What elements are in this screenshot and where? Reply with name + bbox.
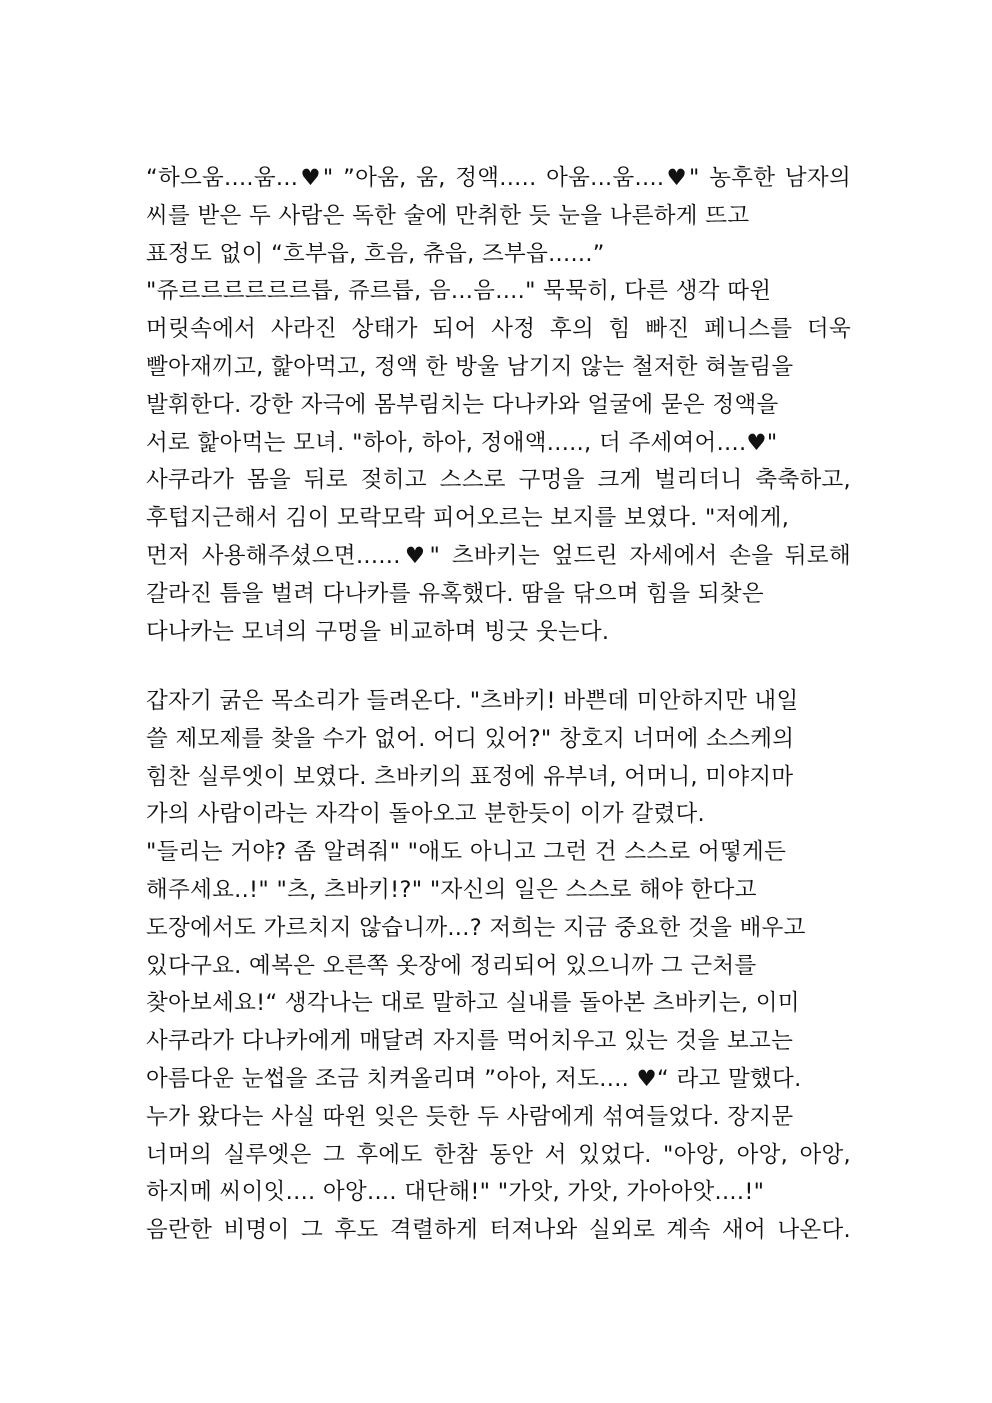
text-line: 가의 사람이라는 자각이 돌아오고 분한듯이 이가 갈렸다. <box>146 801 705 828</box>
text-line: 갈라진 틈을 벌려 다나카를 유혹했다. 땀을 닦으며 힘을 되찾은 <box>146 580 764 607</box>
text-line: 찾아보세요!“ 생각나는 대로 말하고 실내를 돌아본 츠바키는, 이미 <box>146 990 800 1017</box>
text-line: 발휘한다. 강한 자극에 몸부림치는 다나카와 얼굴에 묻은 정액을 <box>146 391 779 418</box>
text-line: “하으움....움...♥" ”아움, 움, 정액..... 아움...움....♥" 농후한 남자의 <box>146 165 851 191</box>
text-line: 먼저 사용해주셨으면......♥" 츠바키는 엎드린 자세에서 손을 뒤로해 <box>146 542 851 569</box>
paragraph-1 <box>146 160 851 651</box>
text-line: 머릿속에서 사라진 상태가 되어 사정 후의 힘 빠진 페니스를 더욱 <box>146 316 851 343</box>
text-line: 음란한 비명이 그 후도 격렬하게 터져나와 실외로 계속 새어 나온다. <box>146 1217 851 1244</box>
text-line: 힘찬 실루엣이 보였다. 츠바키의 표정에 유부녀, 어머니, 미야지마 <box>146 763 794 790</box>
text-line: 도장에서도 가르치지 않습니까...? 저희는 지금 중요한 것을 배우고 <box>146 914 806 941</box>
text-line: 씨를 받은 두 사람은 독한 술에 만취한 듯 눈을 나른하게 뜨고 <box>146 202 750 229</box>
text-line: "쥬르르르르르르릅, 쥬르릅, 음...음...." 묵묵히, 다른 생각 따윈 <box>146 278 772 305</box>
text-line: 갑자기 굵은 목소리가 들려온다. "츠바키! 바쁜데 미안하지만 내일 <box>146 688 799 714</box>
text-line: 쓸 제모제를 찾을 수가 없어. 어디 있어?" 창호지 너머에 소스케의 <box>146 725 795 752</box>
text-line: "들리는 거야? 좀 알려줘" "애도 아니고 그런 건 스스로 어떻게든 <box>146 839 787 866</box>
text-line: 아름다운 눈썹을 조금 치켜올리며 ”아아, 저도.... ♥“ 라고 말했다. <box>146 1065 802 1092</box>
text-line: 하지메 씨이잇.... 아앙.... 대단해!" "가앗, 가앗, 가아아앗....!" <box>146 1179 765 1206</box>
paragraph-2 <box>146 683 851 1250</box>
text-line: 사쿠라가 몸을 뒤로 젖히고 스스로 구멍을 크게 벌리더니 축축하고, <box>146 467 851 494</box>
text-line: 표정도 없이 “흐부읍, 흐음, 츄읍, 즈부읍......” <box>146 240 605 267</box>
text-line: 다나카는 모녀의 구멍을 비교하며 빙긋 웃는다. <box>146 618 610 645</box>
text-line: 너머의 실루엣은 그 후에도 한참 동안 서 있었다. "아앙, 아앙, 아앙, <box>146 1141 851 1168</box>
text-line: 서로 핥아먹는 모녀. "하아, 하아, 정애액....., 더 주세여어....♥" <box>146 429 778 456</box>
text-line: 빨아재끼고, 핥아먹고, 정액 한 방울 남기지 않는 철저한 혀놀림을 <box>146 353 794 380</box>
text-line: 해주세요..!" "츠, 츠바키!?" "자신의 일은 스스로 해야 한다고 <box>146 876 757 903</box>
text-line: 후텁지근해서 김이 모락모락 피어오르는 보지를 보였다. "저에게, <box>146 505 790 532</box>
text-line: 있다구요. 예복은 오른쪽 옷장에 정리되어 있으니까 그 근처를 <box>146 952 757 979</box>
text-line: 사쿠라가 다나카에게 매달려 자지를 먹어치우고 있는 것을 보고는 <box>146 1028 794 1055</box>
text-line: 누가 왔다는 사실 따윈 잊은 듯한 두 사람에게 섞여들었다. 장지문 <box>146 1103 794 1130</box>
